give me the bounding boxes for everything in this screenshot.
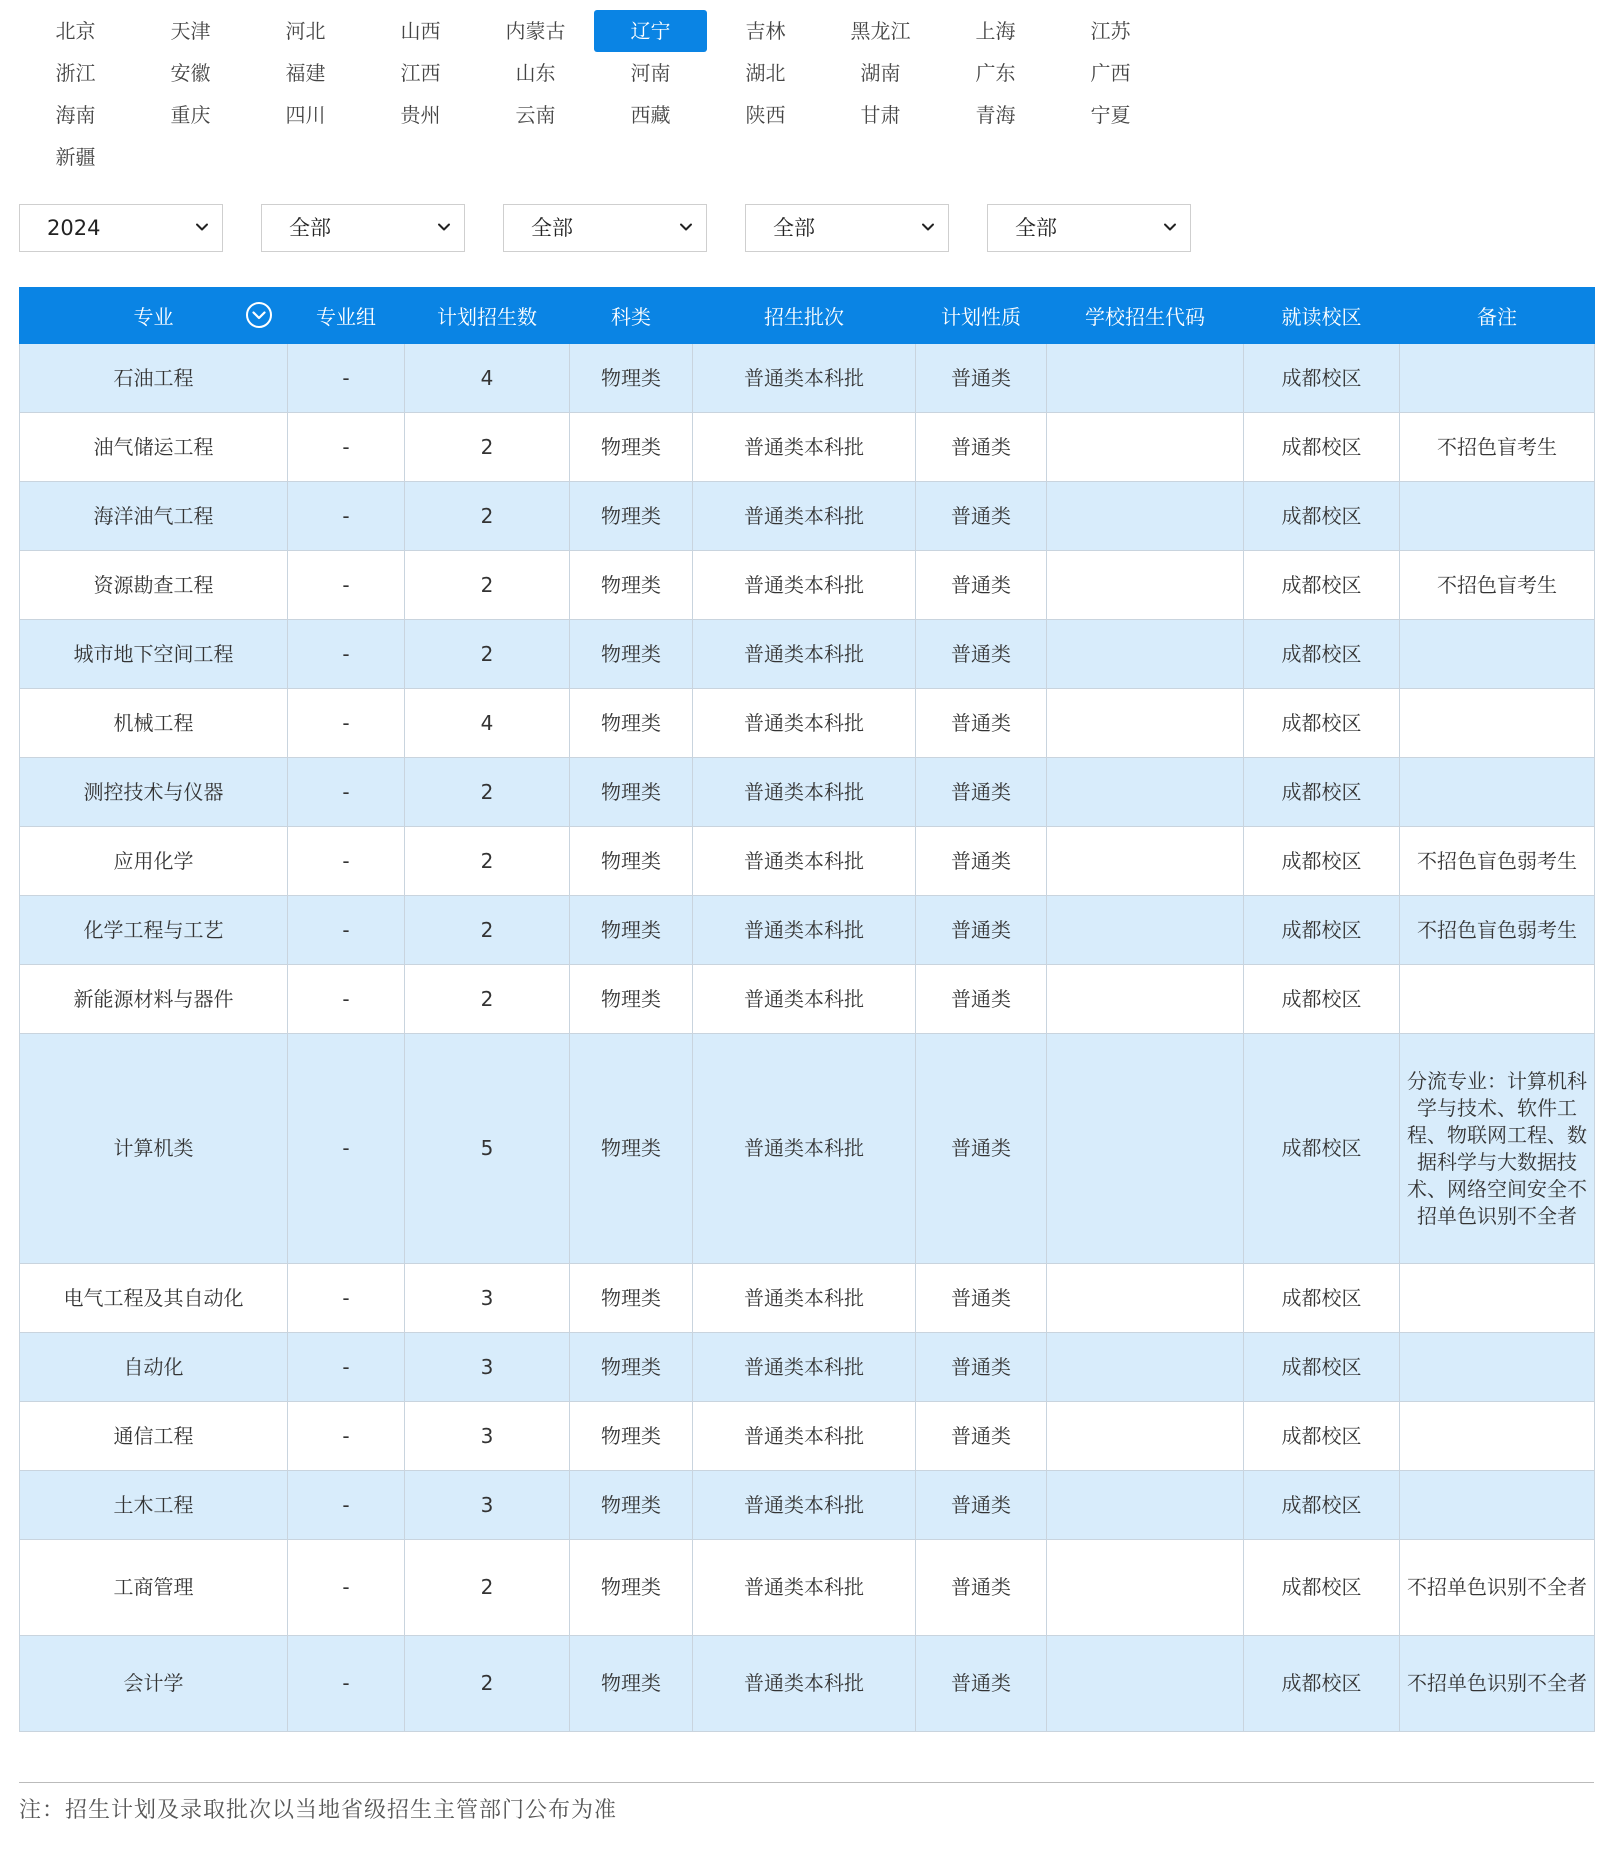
cell-category: 物理类 [570, 344, 693, 413]
header-category: 科类 [570, 288, 693, 344]
cell-major-group: - [288, 827, 405, 896]
header-campus: 就读校区 [1244, 288, 1400, 344]
cell-plan-count: 2 [405, 482, 570, 551]
cell-plan-nature: 普通类 [916, 551, 1047, 620]
cell-campus: 成都校区 [1244, 1540, 1400, 1636]
cell-plan-nature: 普通类 [916, 620, 1047, 689]
chevron-down-icon [436, 219, 452, 235]
province-tab[interactable]: 北京 [55, 19, 96, 43]
cell-major-group: - [288, 1471, 405, 1540]
cell-plan-count: 2 [405, 1636, 570, 1732]
table-row [20, 620, 1595, 689]
table-row [20, 413, 1595, 482]
cell-plan-count: 2 [405, 413, 570, 482]
cell-category: 物理类 [570, 1034, 693, 1264]
province-tab[interactable]: 安徽 [170, 61, 211, 85]
cell-major-group: - [288, 1402, 405, 1471]
cell-plan-nature: 普通类 [916, 344, 1047, 413]
cell-campus: 成都校区 [1244, 482, 1400, 551]
cell-remark [1400, 1264, 1595, 1333]
cell-campus: 成都校区 [1244, 758, 1400, 827]
cell-batch: 普通类本科批 [693, 1636, 916, 1732]
cell-plan-nature: 普通类 [916, 827, 1047, 896]
cell-category: 物理类 [570, 689, 693, 758]
header-plan-count: 计划招生数 [405, 288, 570, 344]
cell-category: 物理类 [570, 1540, 693, 1636]
cell-campus: 成都校区 [1244, 965, 1400, 1034]
header-batch: 招生批次 [693, 288, 916, 344]
cell-major: 石油工程 [20, 344, 288, 413]
cell-campus: 成都校区 [1244, 344, 1400, 413]
province-tab[interactable]: 辽宁 [594, 10, 707, 52]
table-row [20, 551, 1595, 620]
cell-major: 油气储运工程 [20, 413, 288, 482]
cell-major: 通信工程 [20, 1402, 288, 1471]
cell-major-group: - [288, 1540, 405, 1636]
cell-remark [1400, 1471, 1595, 1540]
cell-plan-count: 2 [405, 827, 570, 896]
cell-batch: 普通类本科批 [693, 1264, 916, 1333]
cell-remark [1400, 344, 1595, 413]
year-select[interactable] [19, 204, 223, 252]
chevron-down-icon [194, 219, 210, 235]
cell-batch: 普通类本科批 [693, 758, 916, 827]
cell-plan-count: 3 [405, 1402, 570, 1471]
province-tab[interactable]: 河北 [285, 19, 326, 43]
cell-major: 应用化学 [20, 827, 288, 896]
cell-category: 物理类 [570, 482, 693, 551]
cell-campus: 成都校区 [1244, 896, 1400, 965]
table-row [20, 1333, 1595, 1402]
cell-campus: 成都校区 [1244, 827, 1400, 896]
cell-plan-nature: 普通类 [916, 965, 1047, 1034]
cell-batch: 普通类本科批 [693, 620, 916, 689]
cell-major: 工商管理 [20, 1540, 288, 1636]
cell-major-group: - [288, 551, 405, 620]
cell-plan-nature: 普通类 [916, 1540, 1047, 1636]
cell-category: 物理类 [570, 1333, 693, 1402]
cell-plan-count: 4 [405, 689, 570, 758]
province-tab[interactable]: 甘肃 [860, 103, 901, 127]
cell-remark: 不招色盲考生 [1400, 551, 1595, 620]
cell-remark: 不招色盲色弱考生 [1400, 896, 1595, 965]
cell-category: 物理类 [570, 620, 693, 689]
cell-major-group: - [288, 620, 405, 689]
filter-bar [19, 204, 1594, 252]
cell-major-group: - [288, 758, 405, 827]
cell-plan-count: 2 [405, 965, 570, 1034]
cell-plan-count: 4 [405, 344, 570, 413]
cell-category: 物理类 [570, 551, 693, 620]
chevron-down-icon [678, 219, 694, 235]
cell-remark: 不招色盲考生 [1400, 413, 1595, 482]
cell-remark [1400, 758, 1595, 827]
table-row [20, 1540, 1595, 1636]
table-row [20, 1264, 1595, 1333]
cell-batch: 普通类本科批 [693, 344, 916, 413]
cell-major-group: - [288, 1333, 405, 1402]
province-tab[interactable]: 新疆 [55, 145, 96, 169]
cell-plan-count: 3 [405, 1264, 570, 1333]
cell-major: 测控技术与仪器 [20, 758, 288, 827]
table-row [20, 827, 1595, 896]
cell-category: 物理类 [570, 1471, 693, 1540]
cell-school-code [1047, 1540, 1244, 1636]
cell-batch: 普通类本科批 [693, 413, 916, 482]
cell-major-group: - [288, 896, 405, 965]
cell-campus: 成都校区 [1244, 413, 1400, 482]
filter-select-2[interactable] [261, 204, 465, 252]
cell-plan-nature: 普通类 [916, 1034, 1047, 1264]
cell-batch: 普通类本科批 [693, 689, 916, 758]
cell-campus: 成都校区 [1244, 1034, 1400, 1264]
cell-batch: 普通类本科批 [693, 1034, 916, 1264]
filter-select-4[interactable] [745, 204, 949, 252]
province-tab[interactable]: 浙江 [55, 61, 96, 85]
cell-plan-count: 2 [405, 551, 570, 620]
cell-plan-nature: 普通类 [916, 1264, 1047, 1333]
cell-school-code [1047, 1471, 1244, 1540]
cell-campus: 成都校区 [1244, 1264, 1400, 1333]
cell-school-code [1047, 620, 1244, 689]
cell-remark: 不招单色识别不全者 [1400, 1540, 1595, 1636]
chevron-down-icon [920, 219, 936, 235]
cell-plan-nature: 普通类 [916, 482, 1047, 551]
cell-batch: 普通类本科批 [693, 1471, 916, 1540]
cell-remark [1400, 965, 1595, 1034]
cell-school-code [1047, 482, 1244, 551]
cell-major-group: - [288, 1636, 405, 1732]
province-tab[interactable]: 贵州 [400, 103, 441, 127]
cell-remark: 不招色盲色弱考生 [1400, 827, 1595, 896]
province-tab[interactable]: 内蒙古 [505, 19, 566, 43]
cell-remark: 不招单色识别不全者 [1400, 1636, 1595, 1732]
province-tab[interactable]: 山西 [400, 19, 441, 43]
cell-remark [1400, 689, 1595, 758]
cell-plan-nature: 普通类 [916, 689, 1047, 758]
select-value: 全部 [773, 216, 815, 240]
cell-major-group: - [288, 413, 405, 482]
cell-plan-nature: 普通类 [916, 1402, 1047, 1471]
cell-campus: 成都校区 [1244, 1636, 1400, 1732]
province-tabs [19, 10, 1179, 178]
table-row [20, 758, 1595, 827]
enrollment-plan-table [19, 287, 1595, 1732]
header-major[interactable] [20, 288, 288, 344]
cell-batch: 普通类本科批 [693, 896, 916, 965]
cell-batch: 普通类本科批 [693, 1402, 916, 1471]
province-tab[interactable]: 广西 [1090, 61, 1131, 85]
cell-school-code [1047, 827, 1244, 896]
cell-major-group: - [288, 344, 405, 413]
cell-batch: 普通类本科批 [693, 551, 916, 620]
province-tab[interactable]: 上海 [975, 19, 1016, 43]
table-row [20, 344, 1595, 413]
table-row [20, 1034, 1595, 1264]
table-header-row [20, 288, 1595, 344]
filter-select-5[interactable] [987, 204, 1191, 252]
cell-major-group: - [288, 482, 405, 551]
cell-plan-count: 2 [405, 620, 570, 689]
cell-campus: 成都校区 [1244, 1402, 1400, 1471]
select-value: 全部 [1015, 216, 1057, 240]
cell-category: 物理类 [570, 413, 693, 482]
cell-school-code [1047, 689, 1244, 758]
cell-plan-count: 3 [405, 1333, 570, 1402]
province-tab[interactable]: 天津 [170, 19, 211, 43]
cell-plan-count: 3 [405, 1471, 570, 1540]
province-tab[interactable]: 四川 [285, 103, 326, 127]
cell-school-code [1047, 1264, 1244, 1333]
cell-plan-count: 2 [405, 1540, 570, 1636]
cell-major: 电气工程及其自动化 [20, 1264, 288, 1333]
cell-remark: 分流专业：计算机科学与技术、软件工程、物联网工程、数据科学与大数据技术、网络空间安全不招单色识别不全者 [1400, 1034, 1595, 1264]
cell-campus: 成都校区 [1244, 1333, 1400, 1402]
cell-major: 新能源材料与器件 [20, 965, 288, 1034]
cell-remark [1400, 1402, 1595, 1471]
cell-plan-count: 2 [405, 758, 570, 827]
cell-plan-nature: 普通类 [916, 1333, 1047, 1402]
footer-note: 注：招生计划及录取批次以当地省级招生主管部门公布为准 [19, 1798, 618, 1823]
table-row [20, 1636, 1595, 1732]
divider [19, 1782, 1594, 1783]
table-body [20, 344, 1595, 1732]
province-tab[interactable]: 河南 [630, 61, 671, 85]
table-row [20, 482, 1595, 551]
cell-plan-nature: 普通类 [916, 1471, 1047, 1540]
select-value: 全部 [289, 216, 331, 240]
cell-school-code [1047, 965, 1244, 1034]
province-tab[interactable]: 广东 [975, 61, 1016, 85]
cell-plan-nature: 普通类 [916, 413, 1047, 482]
filter-select-3[interactable] [503, 204, 707, 252]
province-tab[interactable]: 湖南 [860, 61, 901, 85]
cell-batch: 普通类本科批 [693, 1333, 916, 1402]
cell-category: 物理类 [570, 1402, 693, 1471]
cell-school-code [1047, 896, 1244, 965]
cell-major: 机械工程 [20, 689, 288, 758]
cell-major: 土木工程 [20, 1471, 288, 1540]
cell-batch: 普通类本科批 [693, 827, 916, 896]
cell-major-group: - [288, 689, 405, 758]
cell-category: 物理类 [570, 827, 693, 896]
cell-school-code [1047, 1636, 1244, 1732]
province-tab[interactable]: 青海 [975, 103, 1016, 127]
cell-major: 自动化 [20, 1333, 288, 1402]
cell-batch: 普通类本科批 [693, 1540, 916, 1636]
cell-batch: 普通类本科批 [693, 482, 916, 551]
cell-remark [1400, 1333, 1595, 1402]
province-tab[interactable]: 云南 [515, 103, 556, 127]
cell-campus: 成都校区 [1244, 551, 1400, 620]
cell-plan-nature: 普通类 [916, 1636, 1047, 1732]
cell-plan-count: 5 [405, 1034, 570, 1264]
cell-remark [1400, 620, 1595, 689]
province-tab[interactable]: 福建 [285, 61, 326, 85]
province-tab[interactable]: 山东 [515, 61, 556, 85]
province-tab[interactable]: 海南 [55, 103, 96, 127]
province-tab[interactable]: 宁夏 [1090, 103, 1131, 127]
cell-remark [1400, 482, 1595, 551]
table-row [20, 1471, 1595, 1540]
province-tab[interactable]: 西藏 [630, 103, 671, 127]
table-row [20, 1402, 1595, 1471]
chevron-down-icon [1162, 219, 1178, 235]
cell-school-code [1047, 1034, 1244, 1264]
cell-plan-nature: 普通类 [916, 758, 1047, 827]
chevron-circle-down-icon[interactable] [245, 301, 273, 329]
header-label: 专业 [133, 305, 174, 329]
cell-category: 物理类 [570, 1264, 693, 1333]
cell-campus: 成都校区 [1244, 1471, 1400, 1540]
header-plan-nature: 计划性质 [916, 288, 1047, 344]
table-row [20, 689, 1595, 758]
select-value: 2024 [47, 216, 101, 240]
cell-batch: 普通类本科批 [693, 965, 916, 1034]
cell-campus: 成都校区 [1244, 689, 1400, 758]
province-tab[interactable]: 湖北 [745, 61, 786, 85]
province-tab[interactable]: 吉林 [745, 19, 786, 43]
province-tab[interactable]: 重庆 [170, 103, 211, 127]
header-major-group: 专业组 [288, 288, 405, 344]
table-row [20, 896, 1595, 965]
header-school-code: 学校招生代码 [1047, 288, 1244, 344]
cell-school-code [1047, 1402, 1244, 1471]
table-row [20, 965, 1595, 1034]
cell-major-group: - [288, 1034, 405, 1264]
province-tab[interactable]: 陕西 [745, 103, 786, 127]
cell-school-code [1047, 413, 1244, 482]
cell-major: 海洋油气工程 [20, 482, 288, 551]
cell-category: 物理类 [570, 965, 693, 1034]
cell-major: 会计学 [20, 1636, 288, 1732]
header-remark: 备注 [1400, 288, 1595, 344]
province-tab[interactable]: 黑龙江 [850, 19, 911, 43]
cell-major-group: - [288, 1264, 405, 1333]
cell-category: 物理类 [570, 1636, 693, 1732]
cell-campus: 成都校区 [1244, 620, 1400, 689]
cell-school-code [1047, 551, 1244, 620]
cell-major: 计算机类 [20, 1034, 288, 1264]
cell-plan-nature: 普通类 [916, 896, 1047, 965]
select-value: 全部 [531, 216, 573, 240]
province-tab[interactable]: 江西 [400, 61, 441, 85]
cell-major-group: - [288, 965, 405, 1034]
cell-major: 化学工程与工艺 [20, 896, 288, 965]
cell-major: 资源勘查工程 [20, 551, 288, 620]
cell-school-code [1047, 1333, 1244, 1402]
cell-major: 城市地下空间工程 [20, 620, 288, 689]
cell-category: 物理类 [570, 896, 693, 965]
cell-school-code [1047, 758, 1244, 827]
cell-school-code [1047, 344, 1244, 413]
province-tab[interactable]: 江苏 [1090, 19, 1131, 43]
cell-category: 物理类 [570, 758, 693, 827]
cell-plan-count: 2 [405, 896, 570, 965]
